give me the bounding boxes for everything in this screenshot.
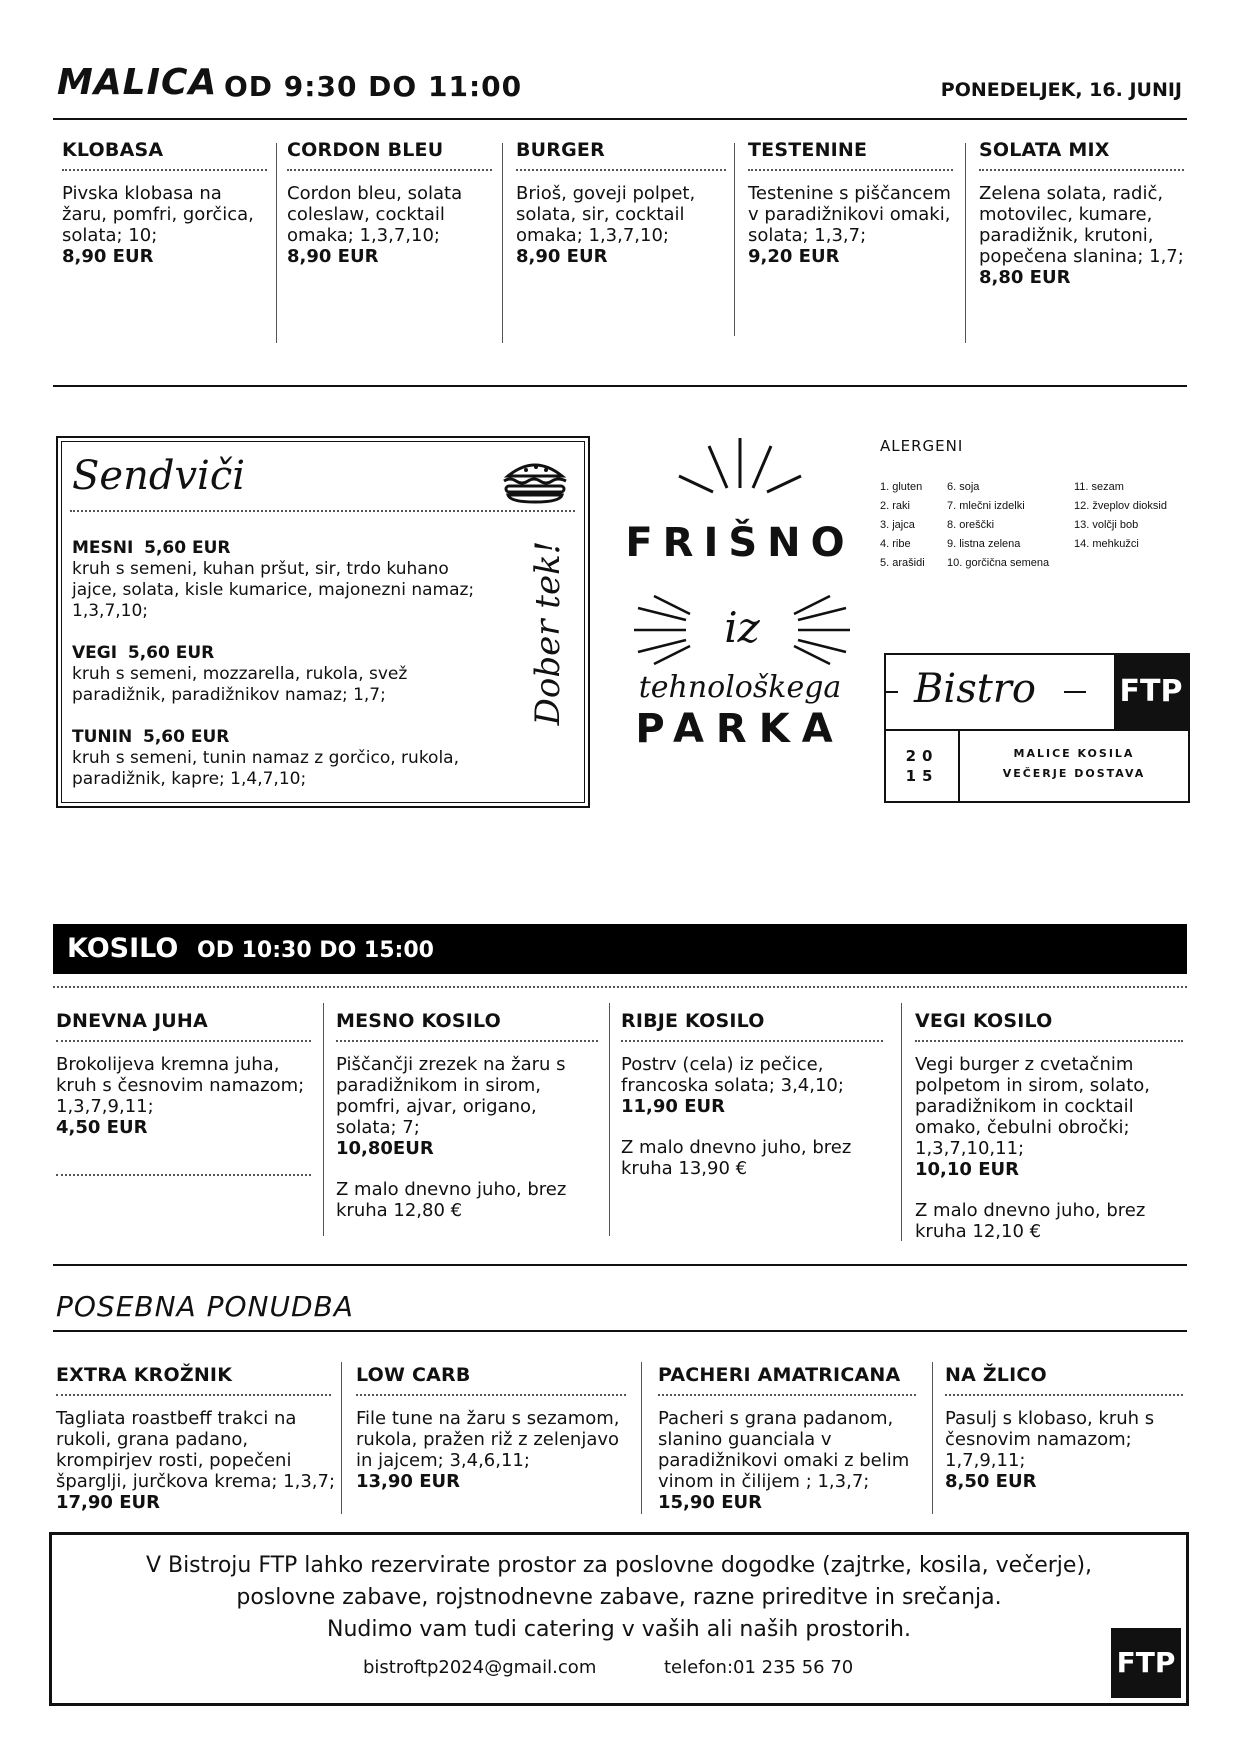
footer-box [49, 1532, 1189, 1706]
logo-divider [886, 729, 1188, 731]
dotted-divider [356, 1394, 626, 1396]
item-name: BURGER [516, 139, 605, 161]
dotted-divider [70, 510, 575, 512]
item-name: KLOBASA [62, 139, 164, 161]
dotted-divider [62, 169, 267, 171]
sendvic-item [72, 643, 492, 706]
item-desc: Piščančji zrezek na žaru s paradižnikom in sirom, pomfri, ajvar, origano, solata; 7; [336, 1054, 566, 1138]
column-divider [341, 1362, 342, 1514]
item-name: VEGI [72, 643, 118, 663]
dotted-divider [336, 1040, 598, 1042]
item-desc: kruh s semeni, tunin namaz z gorčico, rukola, paradižnik, kapre; 1,4,7,10; [72, 748, 460, 789]
logo-divider [958, 729, 960, 801]
section-rule [53, 1330, 1187, 1332]
iz-text: iz [724, 603, 760, 652]
frisno-text: FRIŠNO [625, 520, 855, 566]
sunburst-top-icon [665, 436, 815, 494]
sandwich-icon [500, 458, 570, 504]
allergen-item: 4. ribe [880, 538, 911, 550]
item-name: TUNIN [72, 727, 133, 747]
allergen-item: 10. gorčična semena [947, 557, 1050, 569]
allergen-item: 5. arašidi [880, 557, 925, 569]
tehnoloskega-text: tehnološkega [638, 670, 842, 705]
kosilo-item [336, 1010, 598, 1221]
item-desc: Brioš, goveji polpet, solata, sir, cocktail omaka; 1,3,7,10; [516, 183, 696, 246]
item-price: 8,90 EUR [62, 246, 154, 267]
dotted-divider [516, 169, 726, 171]
alergeni-col-1 [880, 478, 950, 573]
allergen-item: 11. sezam [1074, 481, 1124, 493]
ftp-badge: FTP [1111, 1628, 1181, 1698]
item-desc: Tagliata roastbeff trakci na rukoli, grana padano, krompirjev rosti, popečeni šparglji, jurčkova krema; 1,3,7; [56, 1408, 336, 1492]
item-desc: Postrv (cela) iz pečice, francoska solata; 3,4,10; [621, 1054, 844, 1096]
item-price: 5,60 EUR [144, 538, 231, 558]
item-price: 15,90 EUR [658, 1492, 762, 1513]
item-desc: kruh s semeni, kuhan pršut, sir, trdo kuhano jajce, solata, kisle kumarice, majonezni namaz; 1,3,7,10; [72, 559, 475, 621]
item-name: DNEVNA JUHA [56, 1010, 208, 1032]
item-desc: Pacheri s grana padanom, slanino guanciala v paradižnikovi omaki z belim vinom in čilijem ; 1,3,7; [658, 1408, 910, 1492]
item-name: TESTENINE [748, 139, 868, 161]
item-desc: Pasulj s klobaso, kruh s česnovim namazom; 1,7,9,11; [945, 1408, 1155, 1471]
services-line-2: VEČERJE DOSTAVA [1002, 767, 1146, 780]
kosilo-header-bar [53, 924, 1187, 974]
item-price: 8,80 EUR [979, 267, 1071, 288]
item-desc: Pivska klobasa na žaru, pomfri, gorčica, solata; 10; [62, 183, 254, 246]
footer-phone[interactable]: telefon:01 235 56 70 [664, 1657, 854, 1678]
item-price: 9,20 EUR [748, 246, 840, 267]
year-top: 20 [905, 747, 939, 765]
item-price: 11,90 EUR [621, 1096, 725, 1117]
allergen-item: 12. žveplov dioksid [1074, 500, 1167, 512]
item-price: 13,90 EUR [356, 1471, 460, 1492]
malica-item [748, 139, 953, 267]
column-divider [276, 143, 277, 343]
allergen-item: 14. mehkužci [1074, 538, 1139, 550]
column-divider [932, 1362, 933, 1514]
item-price: 10,10 EUR [915, 1159, 1019, 1180]
dotted-divider [56, 1040, 311, 1042]
column-divider [502, 143, 503, 343]
malica-hours: OD 9:30 DO 11:00 [224, 70, 523, 103]
year-bottom: 15 [905, 767, 939, 785]
item-extra: Z malo dnevno juho, brez kruha 13,90 € [621, 1137, 852, 1179]
dotted-divider [915, 1040, 1183, 1042]
logo-dash [884, 691, 898, 693]
kosilo-item [56, 1010, 311, 1138]
item-name: MESNO KOSILO [336, 1010, 501, 1032]
allergen-item: 6. soja [947, 481, 980, 493]
bistro-ftp-logo [884, 653, 1190, 803]
dotted-divider [53, 986, 1187, 988]
malica-item [62, 139, 267, 267]
allergen-item: 2. raki [880, 500, 910, 512]
dotted-divider [658, 1394, 916, 1396]
item-price: 8,50 EUR [945, 1471, 1037, 1492]
section-rule [53, 385, 1187, 387]
item-name: LOW CARB [356, 1364, 471, 1386]
malica-rule [53, 118, 1187, 120]
menu-date: PONEDELJEK, 16. JUNIJ [940, 79, 1182, 101]
item-price: 4,50 EUR [56, 1117, 148, 1138]
allergen-item: 7. mlečni izdelki [947, 500, 1025, 512]
sendvici-title: Sendviči [72, 453, 246, 499]
dotted-divider [748, 169, 953, 171]
sendvic-item [72, 727, 492, 790]
sendvic-item [72, 538, 492, 622]
dober-tek-text: Dober tek! [528, 540, 568, 726]
dotted-divider [287, 169, 492, 171]
column-divider [641, 1362, 642, 1514]
allergen-item: 1. gluten [880, 481, 923, 493]
column-divider [901, 1003, 902, 1241]
item-price: 8,90 EUR [287, 246, 379, 267]
dotted-divider [979, 169, 1184, 171]
posebna-item [356, 1364, 631, 1492]
posebna-item [658, 1364, 920, 1513]
column-divider [609, 1003, 610, 1236]
item-desc: kruh s semeni, mozzarella, rukola, svež paradižnik, paradižnikov namaz; 1,7; [72, 664, 408, 705]
item-name: EXTRA KROŽNIK [56, 1364, 233, 1386]
item-name: VEGI KOSILO [915, 1010, 1053, 1032]
kosilo-title: KOSILO [67, 933, 179, 964]
alergeni-title: ALERGENI [880, 437, 964, 455]
frisno-logo [610, 436, 870, 756]
kosilo-item [621, 1010, 883, 1179]
dotted-divider [56, 1174, 311, 1176]
item-desc: Testenine s piščancem v paradižnikovi omaki, solata; 1,3,7; [748, 183, 951, 246]
column-divider [734, 143, 735, 336]
item-desc: Zelena solata, radič, motovilec, kumare, paradižnik, krutoni, popečena slanina; 1,7; [979, 183, 1184, 267]
kosilo-hours: OD 10:30 DO 15:00 [197, 938, 434, 963]
posebna-item [945, 1364, 1183, 1492]
item-price: 10,80EUR [336, 1138, 434, 1159]
item-extra: Z malo dnevno juho, brez kruha 12,10 € [915, 1200, 1146, 1242]
services-line-1: MALICE KOSILA [1013, 747, 1135, 760]
kosilo-item [915, 1010, 1183, 1242]
dotted-divider [56, 1394, 331, 1396]
footer-line-1: V Bistroju FTP lahko rezervirate prostor za poslovne dogodke (zajtrke, kosila, večerje), [145, 1553, 1093, 1578]
item-price: 17,90 EUR [56, 1492, 160, 1513]
column-divider [965, 143, 966, 343]
item-name: PACHERI AMATRICANA [658, 1364, 901, 1386]
footer-line-2: poslovne zabave, rojstnodnevne zabave, razne prireditve in srečanja. [236, 1585, 1002, 1610]
item-name: CORDON BLEU [287, 139, 444, 161]
item-name: NA ŽLICO [945, 1364, 1047, 1386]
item-extra: Z malo dnevno juho, brez kruha 12,80 € [336, 1179, 567, 1221]
sendvici-box [56, 436, 590, 808]
item-price: 5,60 EUR [127, 643, 215, 663]
posebna-title: POSEBNA PONUDBA [56, 1290, 354, 1323]
bistro-script-text: Bistro [914, 666, 1036, 712]
allergen-item: 8. oreščki [947, 519, 995, 531]
allergen-item: 9. listna zelena [947, 538, 1021, 550]
dotted-divider [945, 1394, 1183, 1396]
item-desc: File tune na žaru s sezamom, rukola, pražen riž z zelenjavo in jajcem; 3,4,6,11; [356, 1408, 620, 1471]
item-price: 8,90 EUR [516, 246, 608, 267]
dotted-divider [621, 1040, 883, 1042]
footer-line-3: Nudimo vam tudi catering v vaših ali naših prostorih. [326, 1617, 911, 1642]
alergeni-col-3 [1074, 478, 1194, 554]
column-divider [323, 1003, 324, 1236]
item-name: RIBJE KOSILO [621, 1010, 765, 1032]
malica-item [287, 139, 492, 267]
parka-text: PARKA [635, 706, 845, 752]
alergeni-col-2 [947, 478, 1072, 573]
malica-item [979, 139, 1184, 288]
item-desc: Vegi burger z cvetačnim polpetom in sirom, solato, paradižnikom in cocktail omako, čebulni obročki; 1,3,7,10,11; [915, 1054, 1150, 1159]
malica-item [516, 139, 726, 267]
posebna-item [56, 1364, 336, 1513]
section-rule [53, 1264, 1187, 1266]
item-desc: Cordon bleu, solata coleslaw, cocktail omaka; 1,3,7,10; [287, 183, 463, 246]
item-name: SOLATA MIX [979, 139, 1110, 161]
allergen-item: 3. jajca [880, 519, 915, 531]
footer-email[interactable]: bistroftp2024@gmail.com [363, 1657, 597, 1678]
item-price: 5,60 EUR [143, 727, 230, 747]
item-desc: Brokolijeva kremna juha, kruh s česnovim namazom; 1,3,7,9,11; [56, 1054, 305, 1117]
ftp-badge: FTP [1114, 655, 1188, 729]
malica-title: MALICA [57, 62, 218, 103]
item-name: MESNI [72, 538, 134, 558]
allergen-item: 13. volčji bob [1074, 519, 1139, 531]
logo-dash [1064, 691, 1086, 693]
